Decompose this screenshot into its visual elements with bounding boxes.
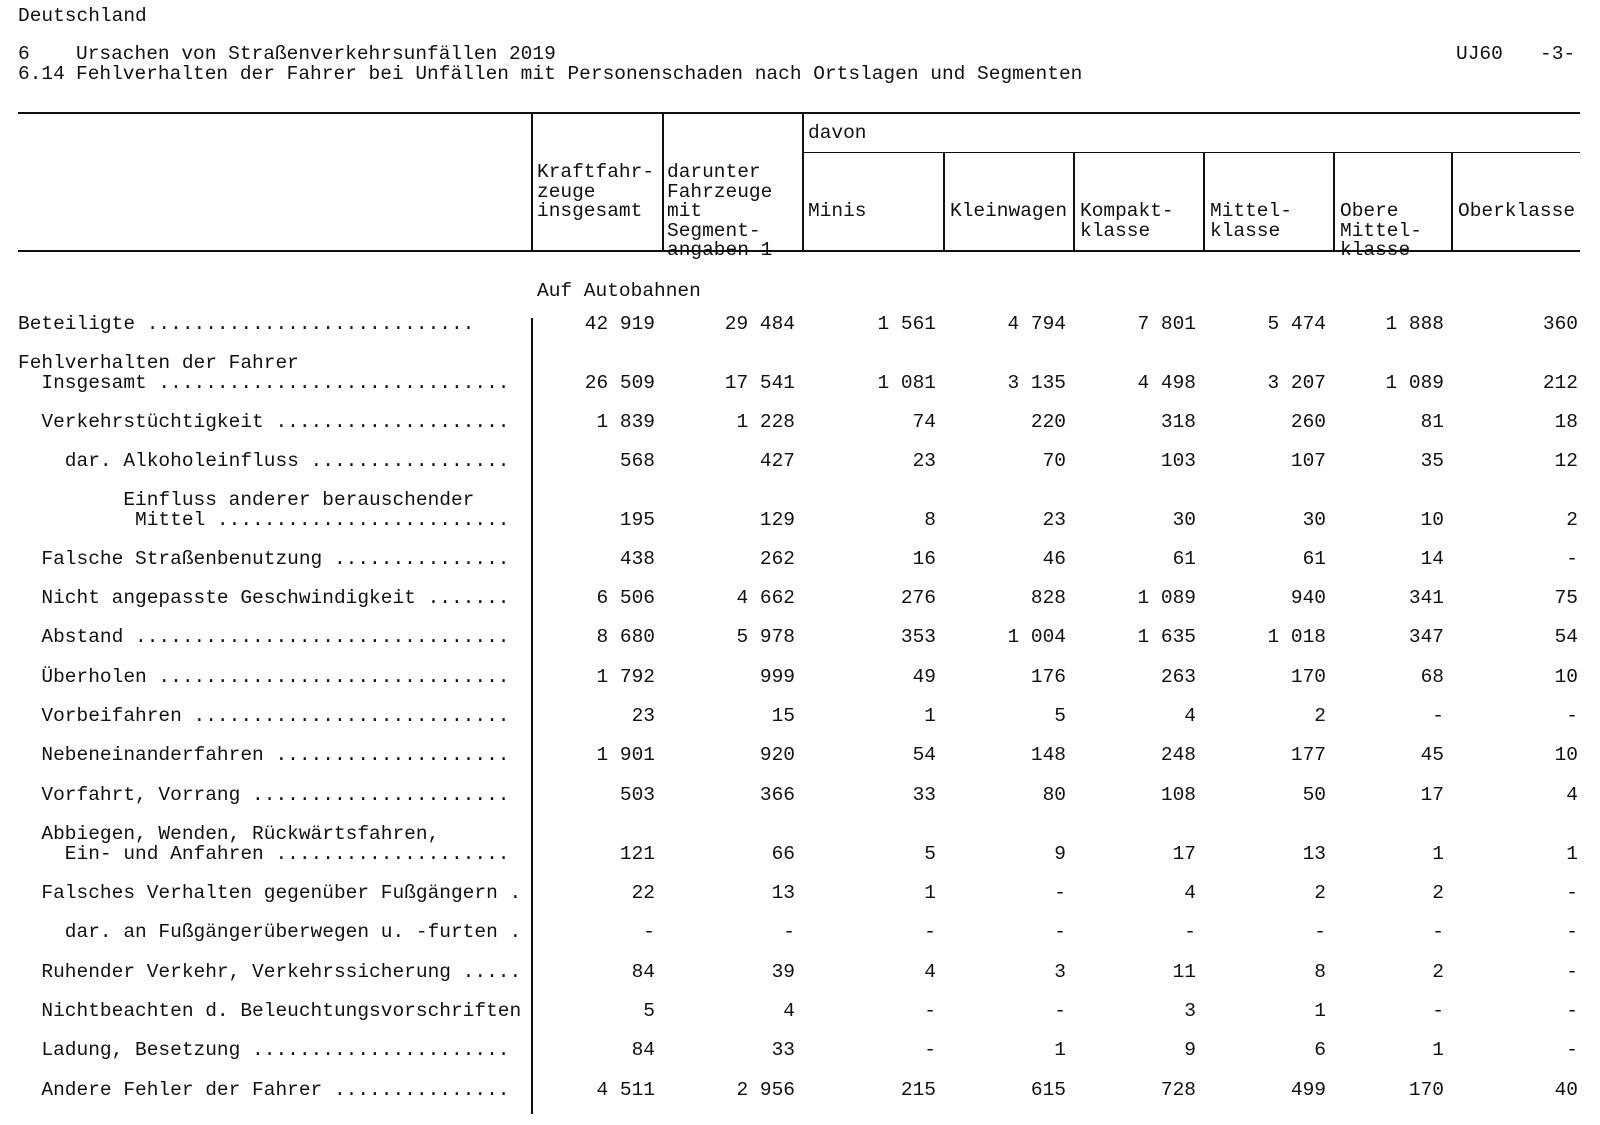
table-row — [0, 942, 1600, 982]
cell-value: - — [1054, 921, 1066, 943]
cell-value: 13 — [771, 882, 795, 904]
cell-value: 499 — [1290, 1079, 1326, 1101]
cell-value: 45 — [1420, 744, 1444, 766]
cell-value: 347 — [1408, 626, 1444, 648]
cell-value: - — [1566, 1039, 1578, 1061]
col-divider-5 — [1073, 153, 1075, 251]
cell-value: 33 — [771, 1039, 795, 1061]
row-label: Nebeneinanderfahren .................... — [18, 743, 510, 766]
cell-value: 5 — [643, 1000, 655, 1022]
cell-value: - — [1432, 705, 1444, 727]
davon-rule — [802, 152, 1580, 153]
cell-value: - — [1566, 961, 1578, 983]
table-number: 6.14 — [18, 63, 65, 85]
cell-value: 2 — [1314, 882, 1326, 904]
cell-value: 568 — [619, 450, 655, 472]
cell-value: 17 — [1172, 843, 1196, 865]
cell-value: 318 — [1160, 411, 1196, 433]
cell-value: - — [1054, 1000, 1066, 1022]
cell-value: - — [924, 1039, 936, 1061]
cell-value: 1 — [1054, 1039, 1066, 1061]
cell-value: 3 — [1054, 961, 1066, 983]
cell-value: 22 — [631, 882, 655, 904]
cell-value: 148 — [1030, 744, 1066, 766]
cell-value: 728 — [1160, 1079, 1196, 1101]
cell-value: 220 — [1030, 411, 1066, 433]
table-row — [0, 568, 1600, 608]
table-row — [0, 490, 1600, 530]
row-label: Ladung, Besetzung ...................... — [18, 1038, 510, 1061]
cell-value: 263 — [1160, 666, 1196, 688]
table-row — [0, 725, 1600, 765]
cell-value: 30 — [1172, 509, 1196, 531]
col-divider-6 — [1203, 153, 1205, 251]
cell-value: - — [1566, 882, 1578, 904]
table-row — [0, 981, 1600, 1021]
table-row — [0, 529, 1600, 569]
row-label: Andere Fehler der Fahrer ............... — [18, 1078, 510, 1101]
cell-value: 1 — [1432, 1039, 1444, 1061]
cell-value: 1 228 — [736, 411, 795, 433]
cell-value: 2 — [1432, 882, 1444, 904]
cell-value: 4 — [1566, 784, 1578, 806]
cell-value: 14 — [1420, 548, 1444, 570]
table-row — [0, 1060, 1600, 1100]
cell-value: 920 — [759, 744, 795, 766]
cell-value: 50 — [1302, 784, 1326, 806]
col-header-kompaktklasse: Kompakt- klasse — [1080, 200, 1174, 242]
cell-value: 46 — [1042, 548, 1066, 570]
cell-value: 3 135 — [1007, 372, 1066, 394]
table-row — [0, 392, 1600, 432]
row-label: Falsches Verhalten gegenüber Fußgängern . — [18, 881, 522, 904]
cell-value: 1 018 — [1267, 626, 1326, 648]
cell-value: 940 — [1290, 587, 1326, 609]
cell-value: 177 — [1290, 744, 1326, 766]
cell-value: 81 — [1420, 411, 1444, 433]
col-header-kleinwagen: Kleinwagen — [950, 200, 1068, 222]
cell-value: 195 — [619, 509, 655, 531]
cell-value: 6 506 — [596, 587, 655, 609]
row-label: Verkehrstüchtigkeit .................... — [18, 410, 510, 433]
cell-value: 2 — [1432, 961, 1444, 983]
col-divider-7 — [1333, 153, 1335, 251]
row-label: Vorfahrt, Vorrang ...................... — [18, 783, 510, 806]
cell-value: 75 — [1554, 587, 1578, 609]
cell-value: 212 — [1542, 372, 1578, 394]
country-label: Deutschland — [18, 5, 147, 27]
cell-value: 828 — [1030, 587, 1066, 609]
cell-value: 4 511 — [596, 1079, 655, 1101]
chapter-number: 6 — [18, 43, 30, 65]
col-divider-4 — [943, 153, 945, 251]
cell-value: - — [1184, 921, 1196, 943]
cell-value: 23 — [631, 705, 655, 727]
cell-value: 9 — [1054, 843, 1066, 865]
cell-value: 26 509 — [584, 372, 655, 394]
cell-value: 1 901 — [596, 744, 655, 766]
cell-value: 10 — [1554, 666, 1578, 688]
row-label: Nicht angepasste Geschwindigkeit ....... — [18, 586, 510, 609]
cell-value: 2 956 — [736, 1079, 795, 1101]
cell-value: 1 839 — [596, 411, 655, 433]
chapter-title: Ursachen von Straßenverkehrsunfällen 2019 — [76, 43, 556, 65]
cell-value: 341 — [1408, 587, 1444, 609]
cell-value: 66 — [771, 843, 795, 865]
row-label: Ruhender Verkehr, Verkehrssicherung ..... — [18, 960, 522, 983]
cell-value: 1 004 — [1007, 626, 1066, 648]
cell-value: 49 — [912, 666, 936, 688]
cell-value: 74 — [912, 411, 936, 433]
cell-value: 39 — [771, 961, 795, 983]
cell-value: 4 662 — [736, 587, 795, 609]
cell-value: 17 — [1420, 784, 1444, 806]
row-label: Einfluss anderer berauschender Mittel ......................... — [18, 489, 510, 531]
cell-value: 30 — [1302, 509, 1326, 531]
table-row — [0, 294, 1600, 334]
table-row — [0, 765, 1600, 805]
cell-value: 1 — [1432, 843, 1444, 865]
cell-value: 80 — [1042, 784, 1066, 806]
cell-value: 4 — [1184, 705, 1196, 727]
col-header-obere-mittelklasse: Obere Mittel- klasse — [1340, 200, 1422, 261]
cell-value: 23 — [1042, 509, 1066, 531]
cell-value: 8 — [924, 509, 936, 531]
cell-value: - — [1432, 1000, 1444, 1022]
cell-value: - — [924, 1000, 936, 1022]
cell-value: 16 — [912, 548, 936, 570]
cell-value: - — [1054, 882, 1066, 904]
col-header-oberklasse: Oberklasse — [1458, 200, 1576, 222]
cell-value: 5 — [924, 843, 936, 865]
cell-value: 54 — [1554, 626, 1578, 648]
cell-value: 438 — [619, 548, 655, 570]
row-label: Falsche Straßenbenutzung ............... — [18, 547, 510, 570]
cell-value: 11 — [1172, 961, 1196, 983]
col-header-mittelklasse: Mittel- klasse — [1210, 200, 1292, 242]
page-number: -3- — [1540, 43, 1576, 65]
table-row — [0, 1020, 1600, 1060]
cell-value: 1 — [1314, 1000, 1326, 1022]
cell-value: 68 — [1420, 666, 1444, 688]
cell-value: 170 — [1290, 666, 1326, 688]
cell-value: 615 — [1030, 1079, 1066, 1101]
cell-value: 1 — [924, 705, 936, 727]
cell-value: 3 — [1184, 1000, 1196, 1022]
cell-value: 54 — [912, 744, 936, 766]
cell-value: 84 — [631, 1039, 655, 1061]
row-label: Nichtbeachten d. Beleuchtungsvorschriften — [18, 999, 522, 1022]
cell-value: 70 — [1042, 450, 1066, 472]
col-header-minis: Minis — [808, 200, 867, 222]
cell-value: 13 — [1302, 843, 1326, 865]
table-row — [0, 607, 1600, 647]
row-label: Beteiligte ............................ — [18, 312, 475, 335]
cell-value: 10 — [1420, 509, 1444, 531]
cell-value: 503 — [619, 784, 655, 806]
cell-value: 1 792 — [596, 666, 655, 688]
cell-value: 1 089 — [1137, 587, 1196, 609]
cell-value: 7 801 — [1137, 313, 1196, 335]
cell-value: 18 — [1554, 411, 1578, 433]
cell-value: 1 081 — [877, 372, 936, 394]
table-code: UJ60 — [1456, 43, 1503, 65]
cell-value: - — [783, 921, 795, 943]
cell-value: 121 — [619, 843, 655, 865]
cell-value: - — [1566, 1000, 1578, 1022]
col-divider-2 — [662, 113, 664, 251]
cell-value: 23 — [912, 450, 936, 472]
cell-value: - — [1566, 548, 1578, 570]
cell-value: - — [924, 921, 936, 943]
col-divider-3 — [802, 113, 804, 251]
cell-value: 5 978 — [736, 626, 795, 648]
cell-value: 84 — [631, 961, 655, 983]
cell-value: 5 — [1054, 705, 1066, 727]
table-row — [0, 863, 1600, 903]
cell-value: 366 — [759, 784, 795, 806]
cell-value: 4 — [1184, 882, 1196, 904]
cell-value: 107 — [1290, 450, 1326, 472]
row-label: Abstand ................................ — [18, 625, 510, 648]
cell-value: 12 — [1554, 450, 1578, 472]
table-row — [0, 647, 1600, 687]
cell-value: 129 — [759, 509, 795, 531]
cell-value: - — [1566, 921, 1578, 943]
col-divider-1 — [531, 113, 533, 251]
section-label: Auf Autobahnen — [537, 280, 701, 302]
cell-value: 4 498 — [1137, 372, 1196, 394]
cell-value: 15 — [771, 705, 795, 727]
cell-value: 6 — [1314, 1039, 1326, 1061]
cell-value: 1 089 — [1385, 372, 1444, 394]
row-label: Abbiegen, Wenden, Rückwärtsfahren, Ein- und Anfahren .................... — [18, 823, 510, 865]
cell-value: 4 — [924, 961, 936, 983]
table-row — [0, 686, 1600, 726]
cell-value: 2 — [1566, 509, 1578, 531]
cell-value: 35 — [1420, 450, 1444, 472]
cell-value: 262 — [759, 548, 795, 570]
cell-value: 9 — [1184, 1039, 1196, 1061]
cell-value: 61 — [1172, 548, 1196, 570]
cell-value: 1 — [1566, 843, 1578, 865]
cell-value: 42 919 — [584, 313, 655, 335]
table-row — [0, 902, 1600, 942]
cell-value: 1 — [924, 882, 936, 904]
col-header-segmentangaben: darunter Fahrzeuge mit Segment- angaben 1 — [667, 161, 773, 261]
table-row — [0, 353, 1600, 393]
cell-value: 108 — [1160, 784, 1196, 806]
cell-value: 215 — [900, 1079, 936, 1101]
cell-value: 999 — [759, 666, 795, 688]
cell-value: 4 — [783, 1000, 795, 1022]
row-label: Vorbeifahren ........................... — [18, 704, 510, 727]
cell-value: 40 — [1554, 1079, 1578, 1101]
cell-value: 61 — [1302, 548, 1326, 570]
cell-value: 1 888 — [1385, 313, 1444, 335]
cell-value: - — [1566, 705, 1578, 727]
cell-value: 176 — [1030, 666, 1066, 688]
cell-value: 17 541 — [724, 372, 795, 394]
cell-value: 10 — [1554, 744, 1578, 766]
col-header-kraftfahrzeuge: Kraftfahr- zeuge insgesamt — [537, 161, 655, 222]
table-top-rule — [18, 112, 1580, 114]
row-label: dar. an Fußgängerüberwegen u. -furten . — [18, 920, 522, 943]
cell-value: 33 — [912, 784, 936, 806]
cell-value: 427 — [759, 450, 795, 472]
cell-value: 170 — [1408, 1079, 1444, 1101]
cell-value: - — [1314, 921, 1326, 943]
table-row — [0, 431, 1600, 471]
cell-value: 360 — [1542, 313, 1578, 335]
cell-value: 248 — [1160, 744, 1196, 766]
cell-value: 5 474 — [1267, 313, 1326, 335]
cell-value: 29 484 — [724, 313, 795, 335]
cell-value: 2 — [1314, 705, 1326, 727]
cell-value: 276 — [900, 587, 936, 609]
col-divider-8 — [1451, 153, 1453, 251]
row-label: dar. Alkoholeinfluss ................. — [18, 449, 510, 472]
cell-value: - — [643, 921, 655, 943]
col-header-davon: davon — [808, 122, 867, 144]
cell-value: 4 794 — [1007, 313, 1066, 335]
cell-value: 260 — [1290, 411, 1326, 433]
cell-value: 353 — [900, 626, 936, 648]
cell-value: 8 — [1314, 961, 1326, 983]
cell-value: 103 — [1160, 450, 1196, 472]
cell-value: 3 207 — [1267, 372, 1326, 394]
cell-value: 1 635 — [1137, 626, 1196, 648]
cell-value: 8 680 — [596, 626, 655, 648]
table-row — [0, 824, 1600, 864]
row-label: Überholen .............................. — [18, 665, 510, 688]
table-title: Fehlverhalten der Fahrer bei Unfällen mit Personenschaden nach Ortslagen und Segmenten — [76, 63, 1083, 85]
row-label: Fehlverhalten der Fahrer Insgesamt .............................. — [18, 352, 510, 394]
cell-value: 1 561 — [877, 313, 936, 335]
cell-value: - — [1432, 921, 1444, 943]
